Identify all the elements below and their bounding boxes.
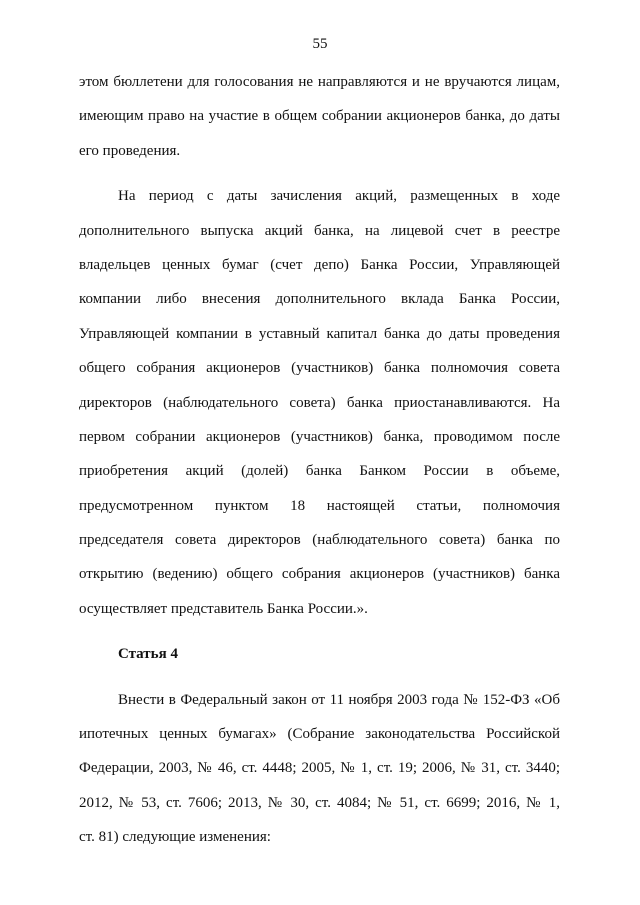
paragraph-article-4 bbox=[79, 683, 560, 855]
text-line: Федерации, 2003, № 46, ст. 4448; 2005, № 1, ст. 19; 2006, № 31, ст. 3440; bbox=[79, 760, 560, 777]
document-body bbox=[79, 65, 560, 855]
text-line: его проведения. bbox=[79, 142, 181, 159]
text-line: осуществляет представитель Банка России.». bbox=[79, 600, 368, 617]
text-line: открытию (ведению) общего собрания акционеров (участников) банка bbox=[79, 566, 560, 583]
text-line: общего собрания акционеров (участников) банка полномочия совета bbox=[79, 360, 560, 377]
text-line: Управляющей компании в уставный капитал банка до даты проведения bbox=[79, 325, 560, 342]
text-line: 2012, № 53, ст. 7606; 2013, № 30, ст. 4084; № 51, ст. 6699; 2016, № 1, bbox=[79, 794, 560, 811]
text-line: владельцев ценных бумаг (счет депо) Банка России, Управляющей bbox=[79, 256, 560, 273]
text-line: директоров (наблюдательного совета) банка приостанавливаются. На bbox=[79, 394, 560, 411]
text-line: ипотечных ценных бумагах» (Собрание законодательства Российской bbox=[79, 726, 560, 743]
text-line: компании либо внесения дополнительного вклада Банка России, bbox=[79, 291, 560, 308]
paragraph-continuation bbox=[79, 65, 560, 168]
text-line: предусмотренном пунктом 18 настоящей статьи, полномочия bbox=[79, 497, 560, 514]
text-line: приобретения акций (долей) банка Банком России в объеме, bbox=[79, 463, 560, 480]
text-line: этом бюллетени для голосования не направляются и не вручаются лицам, bbox=[79, 74, 560, 90]
text-line: первом собрании акционеров (участников) банка, проводимом после bbox=[79, 428, 560, 445]
text-line: председателя совета директоров (наблюдательного совета) банка по bbox=[79, 532, 560, 549]
text-line: ст. 81) следующие изменения: bbox=[79, 829, 271, 846]
paragraph-board-powers bbox=[79, 179, 560, 626]
page-number: 55 bbox=[312, 36, 328, 52]
text-line: На период с даты зачисления акций, размещенных в ходе bbox=[118, 188, 560, 205]
text-line: Внести в Федеральный закон от 11 ноября 2003 года № 152-ФЗ «Об bbox=[118, 691, 560, 708]
article-heading: Статья 4 bbox=[118, 646, 178, 663]
text-line: дополнительного выпуска акций банка, на лицевой счет в реестре bbox=[79, 222, 560, 239]
text-line: имеющим право на участие в общем собрании акционеров банка, до даты bbox=[79, 108, 560, 125]
